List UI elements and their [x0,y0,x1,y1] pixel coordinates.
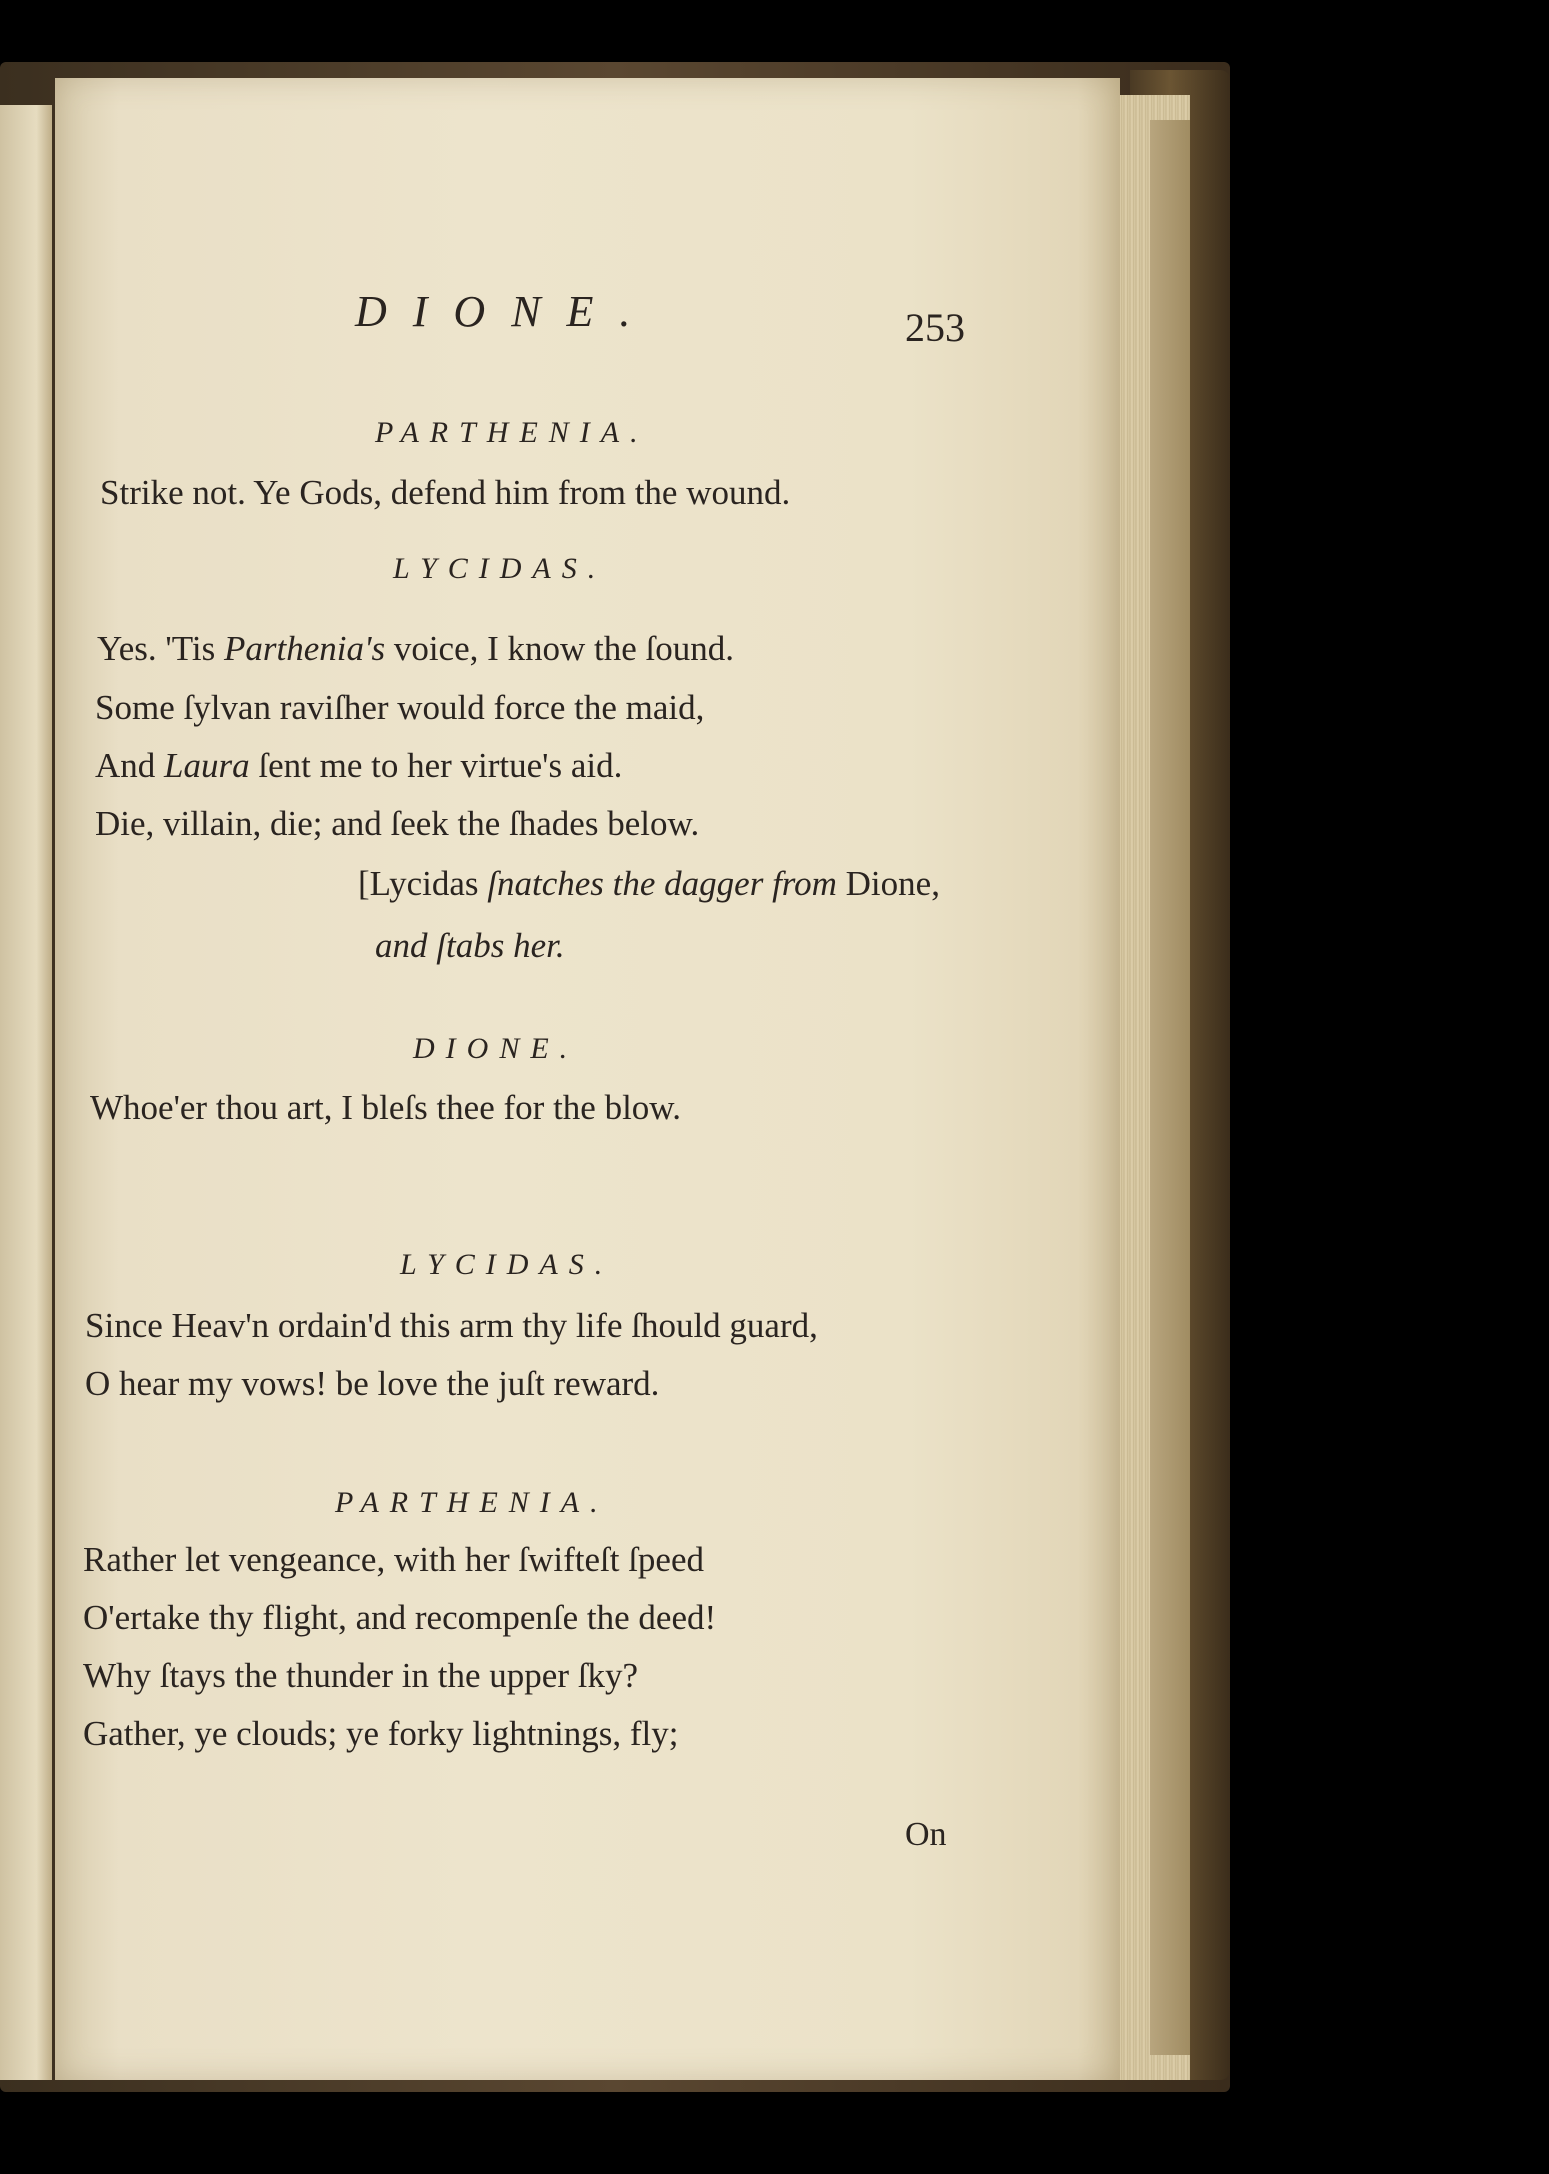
verse-line: Strike not. Ye Gods, defend him from the wound. [100,473,791,512]
verse-text: And [95,746,165,785]
stage-direction-text: Dione, [836,864,940,903]
verse-line [95,748,622,783]
speaker-heading: LYCIDAS. [400,1248,614,1281]
verse-line: Rather let vengeance, with her ſwifteſt ſpeed [83,1540,704,1579]
speaker-heading: LYCIDAS. [393,552,607,585]
page-edges-outer [1150,120,1190,2055]
speaker-heading: PARTHENIA. [335,1486,609,1519]
catchword: On [905,1816,947,1853]
verse-line: Some ſylvan raviſher would force the maid, [95,688,705,727]
verse-text: Yes. 'Tis [97,629,224,668]
stage-direction [358,866,940,901]
verse-line: O hear my vows! be love the juſt reward. [85,1364,660,1403]
verse-line: Whoe'er thou art, I bleſs thee for the blow. [90,1088,682,1127]
verse-line: Since Heav'n ordain'd this arm thy life ſhould guard, [85,1306,818,1345]
speaker-heading: DIONE. [413,1032,579,1065]
page-number: 253 [905,305,965,350]
verse-line: O'ertake thy flight, and recompenſe the deed! [83,1598,717,1637]
stage-direction: and ſtabs her. [375,926,565,965]
verse-text: ſent me to her virtue's aid. [249,746,623,785]
verse-line: Why ſtays the thunder in the upper ſky? [83,1656,638,1695]
verse-line: Die, villain, die; and ſeek the ſhades below. [95,804,700,843]
speaker-heading: PARTHENIA. [375,416,649,449]
verse-line: Gather, ye clouds; ye forky lightnings, fly; [83,1714,679,1753]
italic-name: Parthenia's [223,629,386,668]
stage-direction-text: [Lycidas [358,864,488,903]
facing-page-sliver [0,105,52,2080]
running-head: DIONE. [355,287,657,336]
verse-line [97,631,734,666]
verse-text: voice, I know the ſound. [385,629,735,668]
page-surface [55,78,1120,2080]
stage-direction-italic: ſnatches the dagger from [487,864,837,903]
italic-name: Laura [164,746,250,785]
